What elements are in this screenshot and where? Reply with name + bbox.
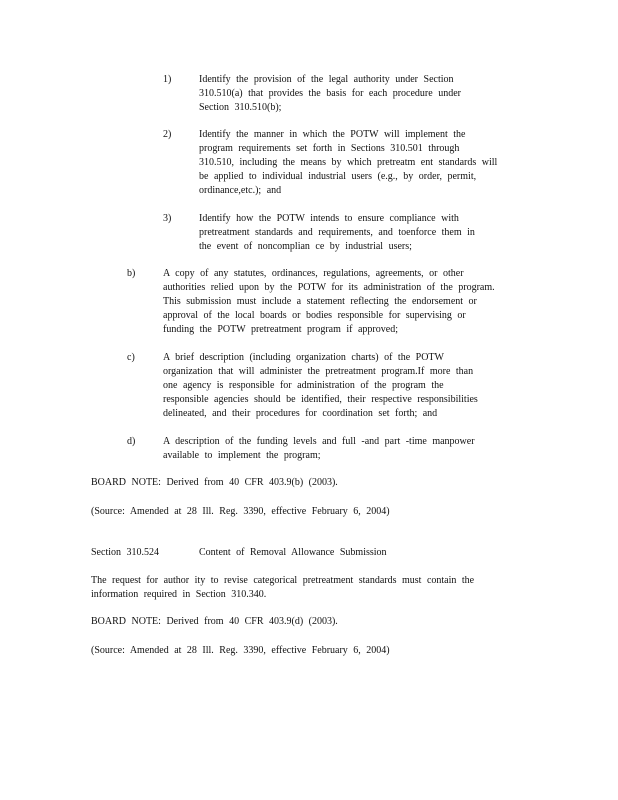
section-body-line-2: information required in Section 310.340. [91, 589, 267, 600]
item-b-line-5: funding the POTW pretreatment program if approved; [163, 324, 398, 335]
item-1-line-1: Identify the provision of the legal authority under Section [199, 74, 454, 85]
item-2-line-1: Identify the manner in which the POTW will implement the [199, 129, 466, 140]
item-c-line-2: organization that will administer the pretreatment program.If more than [163, 366, 474, 377]
list-marker-2: 2) [163, 129, 172, 140]
section-title: Content of Removal Allowance Submission [199, 547, 387, 558]
item-2-line-2: program requirements set forth in Sections 310.501 through [199, 143, 460, 154]
list-marker-d: d) [127, 436, 136, 447]
board-note-2: BOARD NOTE: Derived from 40 CFR 403.9(d) (2003). [91, 616, 338, 627]
board-note-1: BOARD NOTE: Derived from 40 CFR 403.9(b) (2003). [91, 477, 338, 488]
item-2-line-4: be applied to individual industrial users (e.g., by order, permit, [199, 171, 477, 182]
item-3-line-1: Identify how the POTW intends to ensure compliance with [199, 213, 459, 224]
item-c-line-4: responsible agencies should be identified, their respective responsibilities [163, 394, 478, 405]
item-2-line-5: ordinance,etc.); and [199, 185, 282, 196]
item-3-line-2: pretreatment standards and requirements, and toenforce them in [199, 227, 475, 238]
item-1-line-3: Section 310.510(b); [199, 102, 282, 113]
list-marker-b: b) [127, 268, 136, 279]
source-note-2: (Source: Amended at 28 Ill. Reg. 3390, effective February 6, 2004) [91, 645, 390, 656]
source-note-1: (Source: Amended at 28 Ill. Reg. 3390, effective February 6, 2004) [91, 506, 390, 517]
list-marker-c: c) [127, 352, 135, 363]
list-marker-1: 1) [163, 74, 172, 85]
item-d-line-2: available to implement the program; [163, 450, 321, 461]
section-number: Section 310.524 [91, 547, 159, 558]
list-marker-3: 3) [163, 213, 172, 224]
item-2-line-3: 310.510, including the means by which pretreatm ent standards will [199, 157, 498, 168]
item-c-line-5: delineated, and their procedures for coordination set forth; and [163, 408, 438, 419]
item-1-line-2: 310.510(a) that provides the basis for each procedure under [199, 88, 461, 99]
item-c-line-1: A brief description (including organization charts) of the POTW [163, 352, 444, 363]
section-body-line-1: The request for author ity to revise categorical pretreatment standards must contain the [91, 575, 475, 586]
item-b-line-3: This submission must include a statement reflecting the endorsement or [163, 296, 477, 307]
item-c-line-3: one agency is responsible for administration of the program the [163, 380, 444, 391]
item-b-line-4: approval of the local boards or bodies responsible for supervising or [163, 310, 466, 321]
item-3-line-3: the event of noncomplian ce by industrial users; [199, 241, 412, 252]
item-d-line-1: A description of the funding levels and full -and part -time manpower [163, 436, 475, 447]
item-b-line-2: authorities relied upon by the POTW for its administration of the program. [163, 282, 495, 293]
item-b-line-1: A copy of any statutes, ordinances, regulations, agreements, or other [163, 268, 464, 279]
